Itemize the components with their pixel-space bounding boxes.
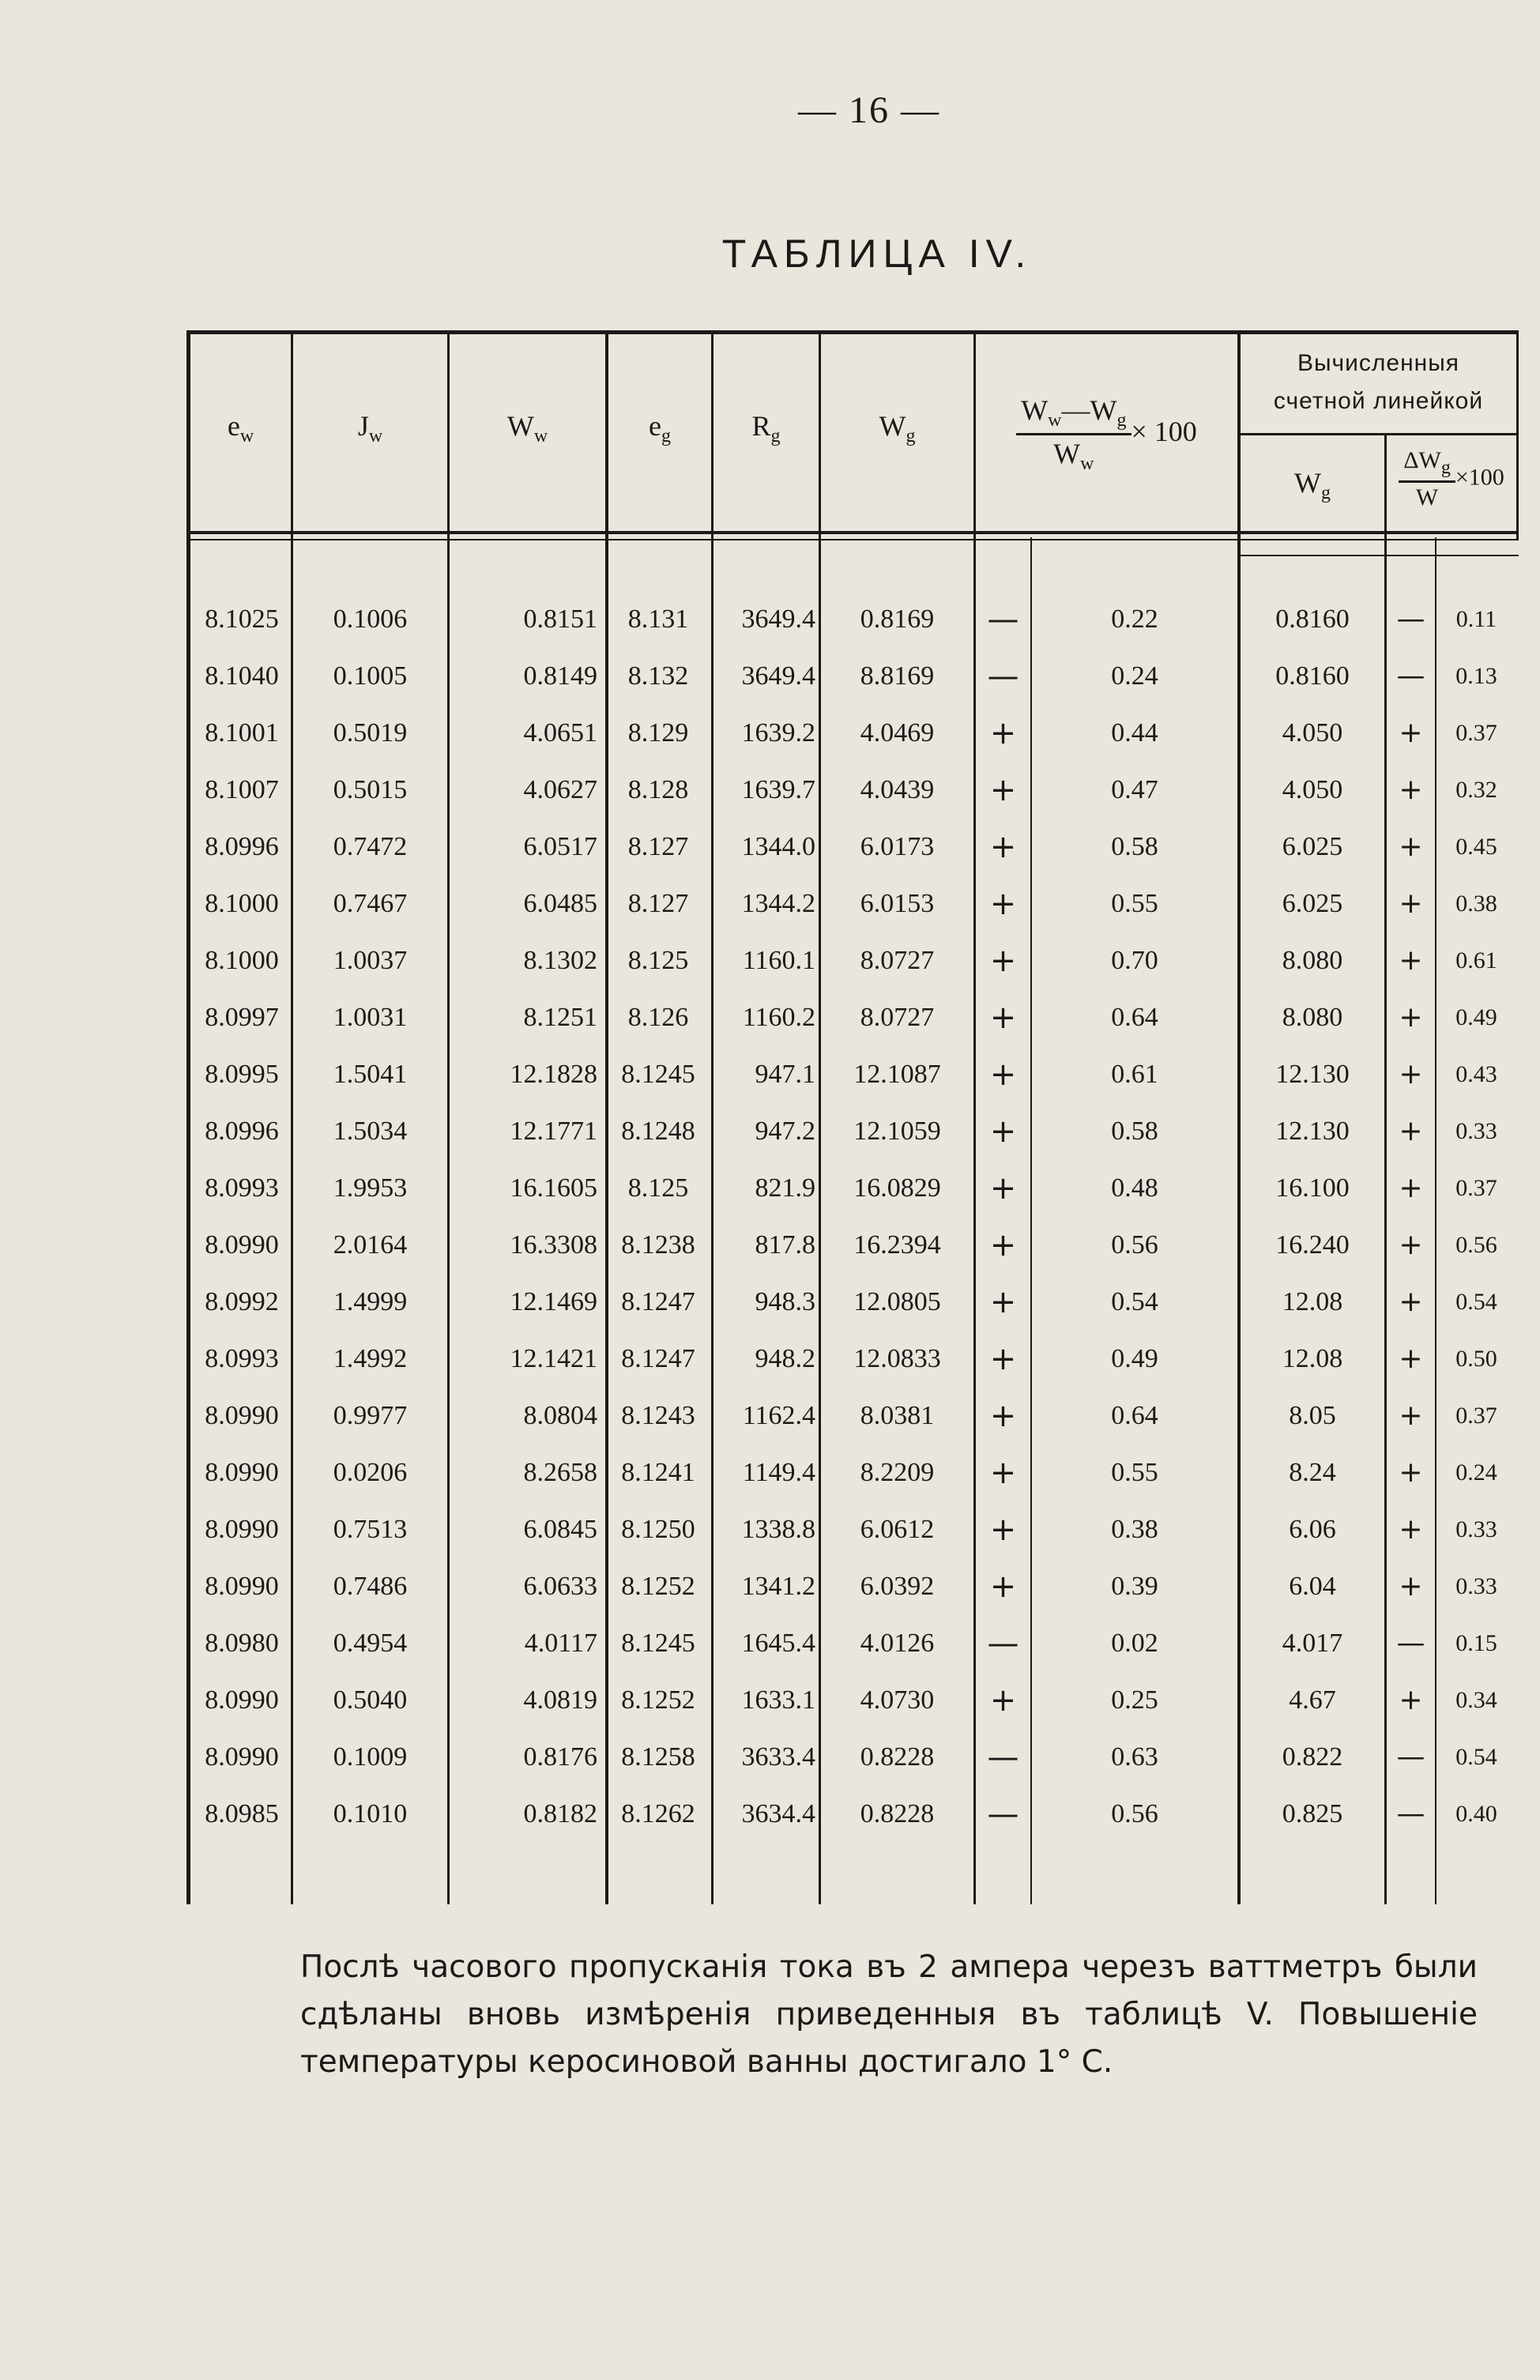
cell-jw: 1.9953	[333, 1173, 408, 1203]
cell-ew: 8.0990	[205, 1572, 279, 1601]
cell-computed-sign: —	[1396, 660, 1425, 692]
cell-diff: 0.55	[1111, 889, 1158, 918]
cell-jw: 1.0037	[333, 946, 408, 975]
cell-sign: +	[989, 1398, 1017, 1434]
cell-computed-wg: 8.080	[1282, 1003, 1343, 1032]
cell-computed-sign: +	[1399, 1343, 1423, 1375]
cell-eg: 8.1247	[621, 1344, 695, 1373]
cell-rg: 1344.0	[741, 832, 815, 861]
cell-sign: +	[989, 1682, 1017, 1719]
cell-wg: 12.1059	[853, 1117, 941, 1146]
cell-sign: —	[987, 1796, 1019, 1832]
cell-sign: +	[989, 1113, 1017, 1150]
cell-ww: 8.2658	[523, 1458, 597, 1487]
cell-computed-wg: 6.04	[1289, 1572, 1336, 1601]
cell-eg: 8.1248	[621, 1117, 695, 1146]
cell-computed-wg: 4.017	[1282, 1629, 1343, 1658]
cell-ww: 6.0845	[523, 1515, 597, 1544]
cell-eg: 8.125	[627, 946, 689, 975]
cell-jw: 0.5019	[333, 718, 408, 748]
cell-computed-wg: 4.050	[1282, 718, 1343, 748]
cell-sign: +	[989, 829, 1017, 865]
cell-sign: +	[989, 1056, 1017, 1093]
cell-computed-sign: +	[1399, 717, 1423, 749]
cell-computed-diff: 0.54	[1455, 1744, 1497, 1770]
cell-diff: 0.48	[1111, 1173, 1158, 1203]
cell-computed-diff: 0.33	[1455, 1516, 1497, 1542]
cell-computed-sign: +	[1399, 774, 1423, 806]
cell-eg: 8.1238	[621, 1230, 695, 1260]
cell-computed-diff: 0.61	[1455, 947, 1497, 973]
header-computed-wg: $W_g$	[1294, 467, 1331, 504]
cell-computed-diff: 0.50	[1455, 1346, 1497, 1372]
cell-jw: 0.7472	[333, 832, 408, 861]
header-jw: $J_w$	[357, 410, 383, 447]
cell-diff: 0.44	[1111, 718, 1158, 748]
header-relative-difference: $\frac{W_w—W_g}{W_w}$ × 100	[976, 394, 1237, 475]
cell-computed-wg: 4.050	[1282, 775, 1343, 804]
cell-rg: 947.1	[755, 1060, 815, 1089]
cell-eg: 8.127	[627, 889, 689, 918]
cell-rg: 1149.4	[742, 1458, 815, 1487]
cell-eg: 8.125	[627, 1173, 689, 1203]
cell-computed-wg: 8.24	[1289, 1458, 1336, 1487]
cell-ew: 8.0997	[205, 1003, 279, 1032]
cell-ww: 16.3308	[510, 1230, 597, 1260]
cell-jw: 0.7467	[333, 889, 408, 918]
cell-eg: 8.126	[627, 1003, 689, 1032]
cell-computed-sign: +	[1399, 1513, 1423, 1546]
cell-diff: 0.58	[1111, 832, 1158, 861]
cell-wg: 8.0727	[860, 1003, 935, 1032]
header-rg: $R_g$	[751, 410, 781, 447]
cell-sign: +	[989, 1568, 1017, 1605]
cell-jw: 0.7486	[333, 1572, 408, 1601]
cell-diff: 0.54	[1111, 1287, 1158, 1316]
cell-wg: 16.2394	[853, 1230, 941, 1260]
cell-computed-wg: 6.06	[1289, 1515, 1336, 1544]
cell-wg: 4.0126	[860, 1629, 935, 1658]
header-computed-slide-rule: Вычисленныя счетной линейкой	[1273, 350, 1484, 414]
cell-rg: 1338.8	[741, 1515, 815, 1544]
cell-ew: 8.0990	[205, 1742, 279, 1772]
cell-computed-wg: 0.8160	[1275, 604, 1350, 634]
cell-rg: 3649.4	[741, 604, 815, 634]
cell-computed-diff: 0.37	[1455, 720, 1497, 746]
cell-diff: 0.55	[1111, 1458, 1158, 1487]
cell-diff: 0.61	[1111, 1060, 1158, 1089]
cell-eg: 8.1247	[621, 1287, 695, 1316]
cell-computed-sign: +	[1399, 1570, 1423, 1602]
cell-ew: 8.0990	[205, 1685, 279, 1715]
cell-diff: 0.02	[1111, 1629, 1158, 1658]
cell-ew: 8.0990	[205, 1458, 279, 1487]
cell-ww: 0.8151	[523, 604, 597, 634]
cell-eg: 8.129	[627, 718, 689, 748]
cell-jw: 0.0206	[333, 1458, 408, 1487]
header-computed-ratio: $\frac{\Delta W_g}{W}$ ×100	[1387, 447, 1516, 511]
cell-sign: +	[989, 1512, 1017, 1548]
cell-eg: 8.1245	[621, 1060, 695, 1089]
cell-ww: 16.1605	[510, 1173, 597, 1203]
cell-computed-wg: 12.130	[1275, 1117, 1350, 1146]
cell-computed-sign: +	[1399, 1684, 1423, 1716]
cell-ww: 8.0804	[523, 1401, 597, 1430]
cell-rg: 1160.1	[742, 946, 815, 975]
cell-rg: 821.9	[755, 1173, 815, 1203]
cell-computed-wg: 6.025	[1282, 889, 1343, 918]
cell-jw: 1.4992	[333, 1344, 408, 1373]
cell-wg: 12.0805	[853, 1287, 941, 1316]
cell-ew: 8.0985	[205, 1799, 279, 1828]
cell-wg: 16.0829	[853, 1173, 941, 1203]
cell-eg: 8.132	[627, 661, 689, 691]
cell-jw: 0.1009	[333, 1742, 408, 1772]
cell-sign: —	[987, 658, 1019, 695]
cell-ww: 6.0485	[523, 889, 597, 918]
cell-diff: 0.22	[1111, 604, 1158, 634]
cell-computed-wg: 12.08	[1282, 1344, 1343, 1373]
cell-ew: 8.1001	[205, 718, 279, 748]
cell-ww: 12.1421	[510, 1344, 597, 1373]
cell-computed-wg: 16.100	[1275, 1173, 1350, 1203]
cell-ew: 8.0993	[205, 1173, 279, 1203]
cell-computed-sign: +	[1399, 944, 1423, 977]
cell-diff: 0.49	[1111, 1344, 1158, 1373]
cell-sign: +	[989, 1000, 1017, 1036]
cell-rg: 3634.4	[741, 1799, 815, 1828]
cell-rg: 1639.7	[741, 775, 815, 804]
cell-computed-wg: 8.080	[1282, 946, 1343, 975]
cell-rg: 948.3	[755, 1287, 815, 1316]
cell-wg: 6.0392	[860, 1572, 935, 1601]
cell-rg: 1341.2	[741, 1572, 815, 1601]
cell-computed-wg: 16.240	[1275, 1230, 1350, 1260]
body-paragraph: Послѣ часового пропусканія тока въ 2 ампера черезъ ваттметръ были сдѣланы вновь измѣренія приведенныя въ таблицѣ V. Повышеніе температуры керосиновой ванны достигало 1° С.	[300, 1949, 1478, 2080]
cell-computed-diff: 0.49	[1455, 1004, 1497, 1030]
cell-computed-sign: +	[1399, 1399, 1423, 1432]
cell-sign: —	[987, 601, 1019, 638]
cell-ww: 12.1828	[510, 1060, 597, 1089]
cell-ww: 6.0517	[523, 832, 597, 861]
cell-ew: 8.0990	[205, 1515, 279, 1544]
cell-computed-sign: +	[1399, 1115, 1423, 1147]
cell-ew: 8.1000	[205, 946, 279, 975]
cell-ww: 4.0819	[523, 1685, 597, 1715]
cell-jw: 0.1005	[333, 661, 408, 691]
cell-ww: 12.1469	[510, 1287, 597, 1316]
cell-sign: +	[989, 772, 1017, 808]
cell-computed-diff: 0.37	[1455, 1403, 1497, 1429]
cell-ew: 8.0990	[205, 1401, 279, 1430]
cell-jw: 0.5015	[333, 775, 408, 804]
cell-computed-diff: 0.40	[1455, 1801, 1497, 1827]
cell-ww: 4.0651	[523, 718, 597, 748]
cell-computed-wg: 0.825	[1282, 1799, 1343, 1828]
cell-computed-diff: 0.11	[1455, 606, 1497, 632]
cell-eg: 8.1262	[621, 1799, 695, 1828]
cell-computed-sign: —	[1396, 1741, 1425, 1773]
cell-computed-sign: —	[1396, 1627, 1425, 1659]
cell-wg: 4.0439	[860, 775, 935, 804]
cell-computed-diff: 0.54	[1455, 1289, 1497, 1315]
cell-diff: 0.25	[1111, 1685, 1158, 1715]
cell-computed-sign: —	[1396, 603, 1425, 635]
cell-jw: 0.4954	[333, 1629, 408, 1658]
cell-computed-diff: 0.56	[1455, 1232, 1497, 1258]
cell-computed-diff: 0.45	[1455, 834, 1497, 860]
cell-sign: +	[989, 715, 1017, 751]
cell-diff: 0.56	[1111, 1230, 1158, 1260]
cell-wg: 6.0153	[860, 889, 935, 918]
cell-diff: 0.64	[1111, 1401, 1158, 1430]
cell-sign: +	[989, 1284, 1017, 1320]
table-title: ТАБЛИЦА IV.	[721, 232, 1033, 276]
cell-computed-sign: +	[1399, 1001, 1423, 1034]
cell-eg: 8.1252	[621, 1572, 695, 1601]
cell-ew: 8.1025	[205, 604, 279, 634]
cell-wg: 12.1087	[853, 1060, 941, 1089]
cell-computed-diff: 0.32	[1455, 777, 1497, 803]
cell-rg: 948.2	[755, 1344, 815, 1373]
cell-ew: 8.0996	[205, 1117, 279, 1146]
cell-rg: 1645.4	[741, 1629, 815, 1658]
page-number: — 16 —	[798, 89, 940, 131]
cell-eg: 8.1250	[621, 1515, 695, 1544]
cell-wg: 8.2209	[860, 1458, 935, 1487]
cell-rg: 1344.2	[741, 889, 815, 918]
cell-ww: 0.8182	[523, 1799, 597, 1828]
cell-wg: 12.0833	[853, 1344, 941, 1373]
cell-sign: +	[989, 886, 1017, 922]
cell-jw: 0.1010	[333, 1799, 408, 1828]
cell-jw: 0.9977	[333, 1401, 408, 1430]
cell-eg: 8.1241	[621, 1458, 695, 1487]
cell-jw: 1.0031	[333, 1003, 408, 1032]
cell-eg: 8.1258	[621, 1742, 695, 1772]
data-table	[186, 330, 1519, 1904]
cell-computed-wg: 12.130	[1275, 1060, 1350, 1089]
cell-ww: 4.0117	[524, 1629, 597, 1658]
cell-wg: 0.8228	[860, 1742, 935, 1772]
cell-rg: 3649.4	[741, 661, 815, 691]
cell-diff: 0.58	[1111, 1117, 1158, 1146]
cell-computed-wg: 12.08	[1282, 1287, 1343, 1316]
cell-jw: 2.0164	[333, 1230, 408, 1260]
cell-jw: 0.7513	[333, 1515, 408, 1544]
cell-ww: 4.0627	[523, 775, 597, 804]
cell-sign: —	[987, 1625, 1019, 1662]
cell-wg: 6.0173	[860, 832, 935, 861]
cell-diff: 0.47	[1111, 775, 1158, 804]
cell-diff: 0.24	[1111, 661, 1158, 691]
cell-rg: 817.8	[755, 1230, 815, 1260]
cell-ew: 8.0990	[205, 1230, 279, 1260]
cell-sign: +	[989, 1341, 1017, 1377]
cell-eg: 8.1245	[621, 1629, 695, 1658]
cell-eg: 8.128	[627, 775, 689, 804]
cell-wg: 6.0612	[860, 1515, 935, 1544]
cell-ww: 0.8176	[523, 1742, 597, 1772]
cell-diff: 0.70	[1111, 946, 1158, 975]
header-eg: $e_g$	[649, 410, 671, 447]
cell-ew: 8.1000	[205, 889, 279, 918]
cell-rg: 1160.2	[742, 1003, 815, 1032]
cell-sign: +	[989, 1455, 1017, 1491]
cell-sign: +	[989, 1227, 1017, 1263]
cell-computed-sign: +	[1399, 887, 1423, 920]
cell-rg: 1162.4	[742, 1401, 815, 1430]
cell-wg: 8.8169	[860, 661, 935, 691]
cell-computed-sign: +	[1399, 1229, 1423, 1261]
cell-computed-diff: 0.37	[1455, 1175, 1497, 1201]
cell-wg: 8.0381	[860, 1401, 935, 1430]
cell-computed-sign: +	[1399, 1058, 1423, 1090]
cell-wg: 4.0730	[860, 1685, 935, 1715]
header-wg: $W_g$	[879, 410, 916, 447]
cell-wg: 4.0469	[860, 718, 935, 748]
cell-diff: 0.38	[1111, 1515, 1158, 1544]
cell-computed-diff: 0.33	[1455, 1573, 1497, 1599]
cell-ew: 8.0993	[205, 1344, 279, 1373]
cell-ew: 8.1040	[205, 661, 279, 691]
cell-ew: 8.0996	[205, 832, 279, 861]
cell-computed-wg: 8.05	[1289, 1401, 1336, 1430]
cell-computed-sign: +	[1399, 1172, 1423, 1204]
cell-computed-wg: 0.822	[1282, 1742, 1343, 1772]
cell-sign: +	[989, 1170, 1017, 1207]
cell-computed-sign: +	[1399, 1456, 1423, 1489]
cell-rg: 3633.4	[741, 1742, 815, 1772]
cell-ew: 8.0992	[205, 1287, 279, 1316]
cell-computed-sign: +	[1399, 1286, 1423, 1318]
cell-ww: 8.1302	[523, 946, 597, 975]
cell-jw: 1.5034	[333, 1117, 408, 1146]
cell-jw: 0.5040	[333, 1685, 408, 1715]
cell-sign: —	[987, 1739, 1019, 1776]
cell-ww: 12.1771	[510, 1117, 597, 1146]
cell-eg: 8.1243	[621, 1401, 695, 1430]
cell-sign: +	[989, 943, 1017, 979]
header-ew: $e_w$	[227, 410, 254, 447]
cell-diff: 0.63	[1111, 1742, 1158, 1772]
cell-computed-sign: —	[1396, 1798, 1425, 1830]
cell-ww: 0.8149	[523, 661, 597, 691]
cell-computed-sign: +	[1399, 830, 1423, 863]
cell-jw: 1.5041	[333, 1060, 408, 1089]
cell-wg: 8.0727	[860, 946, 935, 975]
cell-computed-diff: 0.24	[1455, 1459, 1497, 1486]
cell-wg: 0.8228	[860, 1799, 935, 1828]
cell-computed-diff: 0.43	[1455, 1061, 1497, 1087]
cell-ew: 8.1007	[205, 775, 279, 804]
cell-diff: 0.64	[1111, 1003, 1158, 1032]
cell-ew: 8.0995	[205, 1060, 279, 1089]
cell-computed-diff: 0.15	[1455, 1630, 1497, 1656]
cell-ew: 8.0980	[205, 1629, 279, 1658]
cell-wg: 0.8169	[860, 604, 935, 634]
cell-computed-diff: 0.33	[1455, 1118, 1497, 1144]
cell-eg: 8.1252	[621, 1685, 695, 1715]
cell-rg: 1639.2	[741, 718, 815, 748]
cell-jw: 1.4999	[333, 1287, 408, 1316]
cell-computed-diff: 0.34	[1455, 1687, 1497, 1713]
cell-ww: 6.0633	[523, 1572, 597, 1601]
cell-diff: 0.39	[1111, 1572, 1158, 1601]
cell-computed-wg: 0.8160	[1275, 661, 1350, 691]
cell-computed-diff: 0.13	[1455, 663, 1497, 689]
cell-computed-diff: 0.38	[1455, 891, 1497, 917]
header-ww: $W_w$	[506, 410, 548, 447]
cell-rg: 1633.1	[741, 1685, 815, 1715]
cell-eg: 8.127	[627, 832, 689, 861]
cell-computed-wg: 6.025	[1282, 832, 1343, 861]
cell-computed-wg: 4.67	[1289, 1685, 1336, 1715]
cell-jw: 0.1006	[333, 604, 408, 634]
cell-ww: 8.1251	[523, 1003, 597, 1032]
cell-eg: 8.131	[627, 604, 689, 634]
cell-diff: 0.56	[1111, 1799, 1158, 1828]
cell-rg: 947.2	[755, 1117, 815, 1146]
